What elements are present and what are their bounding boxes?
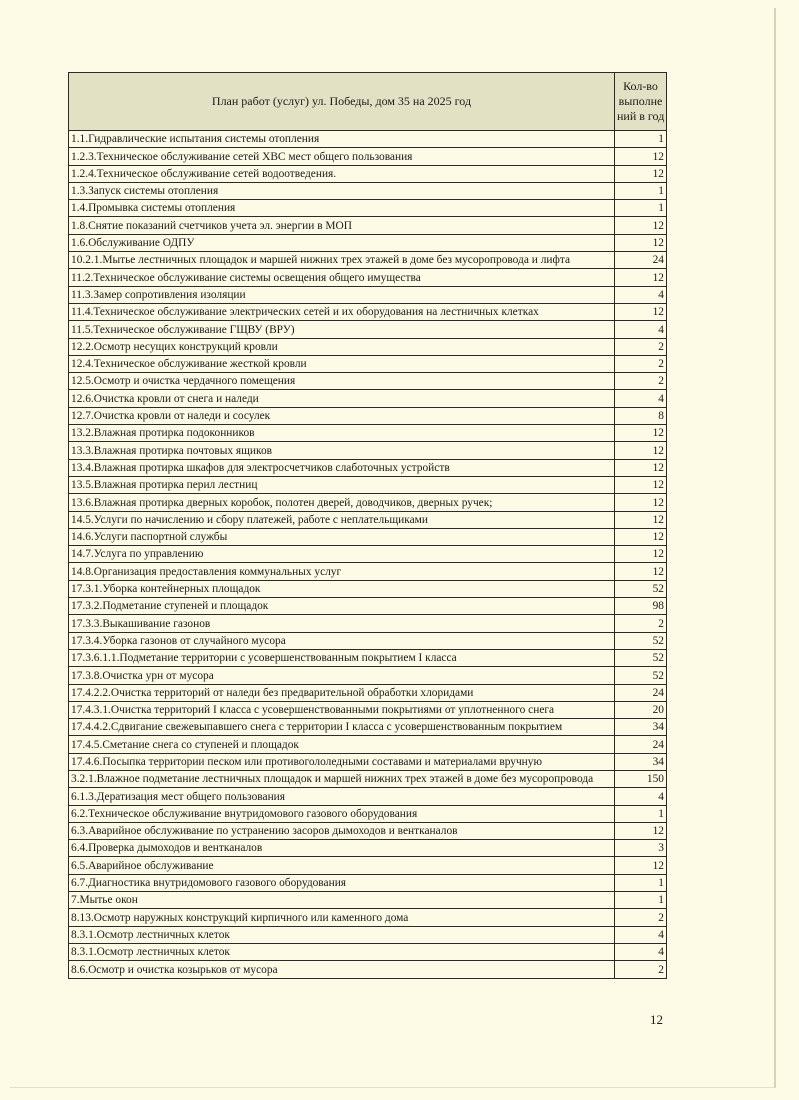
work-item-quantity: 12 <box>615 425 667 442</box>
work-item-quantity: 4 <box>615 788 667 805</box>
work-item-name: 14.6.Услуги паспортной службы <box>69 528 615 545</box>
work-item-name: 13.2.Влажная протирка подоконников <box>69 425 615 442</box>
table-row <box>69 459 667 476</box>
work-item-quantity: 12 <box>615 442 667 459</box>
work-item-quantity: 12 <box>615 822 667 839</box>
table-row <box>69 840 667 857</box>
table-row <box>69 338 667 355</box>
work-item-name: 17.4.4.2.Сдвигание свежевыпавшего снега с территории I класса с усовершенствованным покрытием <box>69 719 615 736</box>
work-item-name: 1.6.Обслуживание ОДПУ <box>69 234 615 251</box>
work-item-quantity: 1 <box>615 892 667 909</box>
table-row <box>69 615 667 632</box>
work-item-quantity: 2 <box>615 961 667 978</box>
table-row <box>69 892 667 909</box>
work-item-quantity: 34 <box>615 753 667 770</box>
work-item-name: 12.6.Очистка кровли от снега и наледи <box>69 390 615 407</box>
work-item-name: 7.Мытье окон <box>69 892 615 909</box>
work-item-quantity: 1 <box>615 874 667 891</box>
work-item-name: 14.5.Услуги по начислению и сбору платежей, работе с неплательщиками <box>69 511 615 528</box>
work-item-name: 17.4.2.2.Очистка территорий от наледи без предварительной обработки хлоридами <box>69 684 615 701</box>
table-row <box>69 200 667 217</box>
work-item-quantity: 12 <box>615 234 667 251</box>
work-item-name: 13.4.Влажная протирка шкафов для электросчетчиков слаботочных устройств <box>69 459 615 476</box>
work-item-quantity: 2 <box>615 909 667 926</box>
work-item-name: 12.7.Очистка кровли от наледи и сосулек <box>69 407 615 424</box>
table-row <box>69 390 667 407</box>
work-item-name: 11.3.Замер сопротивления изоляции <box>69 286 615 303</box>
table-row <box>69 961 667 978</box>
table-row <box>69 701 667 718</box>
work-item-quantity: 20 <box>615 701 667 718</box>
table-row <box>69 684 667 701</box>
table-row <box>69 926 667 943</box>
work-item-name: 1.4.Промывка системы отопления <box>69 200 615 217</box>
work-item-name: 17.3.6.1.1.Подметание территории с усовершенствованным покрытием I класса <box>69 649 615 666</box>
work-item-quantity: 12 <box>615 857 667 874</box>
work-item-quantity: 12 <box>615 459 667 476</box>
work-item-name: 17.3.4.Уборка газонов от случайного мусора <box>69 632 615 649</box>
work-item-quantity: 12 <box>615 165 667 182</box>
quantity-column-header: Кол-во выполне ний в год <box>615 73 667 131</box>
table-row <box>69 494 667 511</box>
table-row <box>69 269 667 286</box>
work-item-name: 10.2.1.Мытье лестничных площадок и маршей нижних трех этажей в доме без мусоропровода и лифта <box>69 252 615 269</box>
work-item-quantity: 4 <box>615 943 667 960</box>
table-row <box>69 131 667 148</box>
table-row <box>69 667 667 684</box>
work-item-name: 6.7.Диагностика внутридомового газового оборудования <box>69 874 615 891</box>
work-item-name: 1.3.Запуск системы отопления <box>69 182 615 199</box>
table-row <box>69 822 667 839</box>
table-row <box>69 407 667 424</box>
table-row <box>69 511 667 528</box>
work-item-quantity: 52 <box>615 667 667 684</box>
work-item-name: 8.3.1.Осмотр лестничных клеток <box>69 943 615 960</box>
page-number: 12 <box>650 1012 663 1027</box>
work-item-quantity: 4 <box>615 321 667 338</box>
table-row <box>69 476 667 493</box>
work-item-quantity: 8 <box>615 407 667 424</box>
work-item-name: 6.4.Проверка дымоходов и вентканалов <box>69 840 615 857</box>
work-item-quantity: 4 <box>615 390 667 407</box>
work-item-quantity: 3 <box>615 840 667 857</box>
table-row <box>69 563 667 580</box>
table-row <box>69 857 667 874</box>
work-item-name: 11.4.Техническое обслуживание электрических сетей и их оборудования на лестничных клетках <box>69 303 615 320</box>
table-row <box>69 286 667 303</box>
work-item-quantity: 12 <box>615 476 667 493</box>
work-item-name: 12.5.Осмотр и очистка чердачного помещения <box>69 373 615 390</box>
table-title-header: План работ (услуг) ул. Победы, дом 35 на 2025 год <box>69 73 615 131</box>
work-item-quantity: 52 <box>615 649 667 666</box>
table-row <box>69 770 667 787</box>
work-item-name: 17.4.6.Посыпка территории песком или противогололедными составами и материалами вручную <box>69 753 615 770</box>
work-item-quantity: 52 <box>615 632 667 649</box>
work-item-quantity: 4 <box>615 926 667 943</box>
work-item-name: 13.6.Влажная протирка дверных коробок, полотен дверей, доводчиков, дверных ручек; <box>69 494 615 511</box>
work-item-name: 17.3.2.Подметание ступеней и площадок <box>69 598 615 615</box>
work-item-quantity: 2 <box>615 615 667 632</box>
table-row <box>69 321 667 338</box>
table-row <box>69 148 667 165</box>
work-item-quantity: 1 <box>615 131 667 148</box>
work-item-quantity: 24 <box>615 684 667 701</box>
work-item-name: 12.2.Осмотр несущих конструкций кровли <box>69 338 615 355</box>
work-item-name: 8.6.Осмотр и очистка козырьков от мусора <box>69 961 615 978</box>
work-item-name: 1.2.4.Техническое обслуживание сетей водоотведения. <box>69 165 615 182</box>
work-item-name: 1.1.Гидравлические испытания системы отопления <box>69 131 615 148</box>
work-item-name: 13.3.Влажная протирка почтовых ящиков <box>69 442 615 459</box>
table-row <box>69 580 667 597</box>
work-item-quantity: 1 <box>615 182 667 199</box>
work-item-name: 3.2.1.Влажное подметание лестничных площадок и маршей нижних трех этажей в доме без мусоропровода <box>69 770 615 787</box>
work-item-name: 12.4.Техническое обслуживание жесткой кровли <box>69 355 615 372</box>
table-row <box>69 373 667 390</box>
table-row <box>69 528 667 545</box>
table-row <box>69 805 667 822</box>
work-item-quantity: 4 <box>615 286 667 303</box>
work-item-quantity: 12 <box>615 148 667 165</box>
work-item-quantity: 1 <box>615 200 667 217</box>
work-item-quantity: 12 <box>615 303 667 320</box>
work-item-quantity: 24 <box>615 252 667 269</box>
table-row <box>69 442 667 459</box>
work-item-quantity: 98 <box>615 598 667 615</box>
work-item-name: 14.7.Услуга по управлению <box>69 546 615 563</box>
table-row <box>69 303 667 320</box>
table-row <box>69 598 667 615</box>
work-item-name: 17.3.8.Очистка урн от мусора <box>69 667 615 684</box>
work-item-name: 6.1.3.Дератизация мест общего пользования <box>69 788 615 805</box>
table-row <box>69 736 667 753</box>
work-item-quantity: 2 <box>615 338 667 355</box>
table-row <box>69 909 667 926</box>
table-row <box>69 753 667 770</box>
work-item-name: 11.5.Техническое обслуживание ГЩВУ (ВРУ) <box>69 321 615 338</box>
table-row <box>69 788 667 805</box>
work-item-quantity: 12 <box>615 528 667 545</box>
table-row <box>69 874 667 891</box>
work-item-name: 17.3.3.Выкашивание газонов <box>69 615 615 632</box>
work-item-quantity: 12 <box>615 494 667 511</box>
table-row <box>69 217 667 234</box>
table-row <box>69 182 667 199</box>
work-item-quantity: 2 <box>615 355 667 372</box>
work-item-name: 1.2.3.Техническое обслуживание сетей ХВС мест общего пользования <box>69 148 615 165</box>
work-item-quantity: 1 <box>615 805 667 822</box>
work-item-name: 8.13.Осмотр наружных конструкций кирпичного или каменного дома <box>69 909 615 926</box>
work-item-quantity: 52 <box>615 580 667 597</box>
work-item-name: 6.2.Техническое обслуживание внутридомового газового оборудования <box>69 805 615 822</box>
work-item-name: 11.2.Техническое обслуживание системы освещения общего имущества <box>69 269 615 286</box>
work-item-name: 6.3.Аварийное обслуживание по устранению засоров дымоходов и вентканалов <box>69 822 615 839</box>
work-item-quantity: 12 <box>615 546 667 563</box>
work-item-quantity: 2 <box>615 373 667 390</box>
table-row <box>69 355 667 372</box>
table-row <box>69 546 667 563</box>
table-row <box>69 425 667 442</box>
work-plan-table <box>68 72 667 979</box>
table-row <box>69 649 667 666</box>
work-item-quantity: 12 <box>615 269 667 286</box>
work-item-quantity: 12 <box>615 217 667 234</box>
table-row <box>69 234 667 251</box>
work-item-name: 14.8.Организация предоставления коммунальных услуг <box>69 563 615 580</box>
work-item-name: 6.5.Аварийное обслуживание <box>69 857 615 874</box>
work-item-name: 1.8.Снятие показаний счетчиков учета эл. энергии в МОП <box>69 217 615 234</box>
table-row <box>69 252 667 269</box>
work-item-name: 8.3.1.Осмотр лестничных клеток <box>69 926 615 943</box>
table-row <box>69 632 667 649</box>
work-item-quantity: 150 <box>615 770 667 787</box>
work-item-name: 17.4.3.1.Очистка территорий I класса с усовершенствованными покрытиями от уплотненного снега <box>69 701 615 718</box>
table-row <box>69 165 667 182</box>
table-row <box>69 719 667 736</box>
table-header-row <box>69 73 667 131</box>
work-item-quantity: 12 <box>615 511 667 528</box>
work-item-name: 13.5.Влажная протирка перил лестниц <box>69 476 615 493</box>
table-body <box>69 131 667 979</box>
table-row <box>69 943 667 960</box>
work-item-name: 17.3.1.Уборка контейнерных площадок <box>69 580 615 597</box>
work-item-quantity: 34 <box>615 719 667 736</box>
work-item-quantity: 12 <box>615 563 667 580</box>
work-item-quantity: 24 <box>615 736 667 753</box>
work-item-name: 17.4.5.Сметание снега со ступеней и площадок <box>69 736 615 753</box>
